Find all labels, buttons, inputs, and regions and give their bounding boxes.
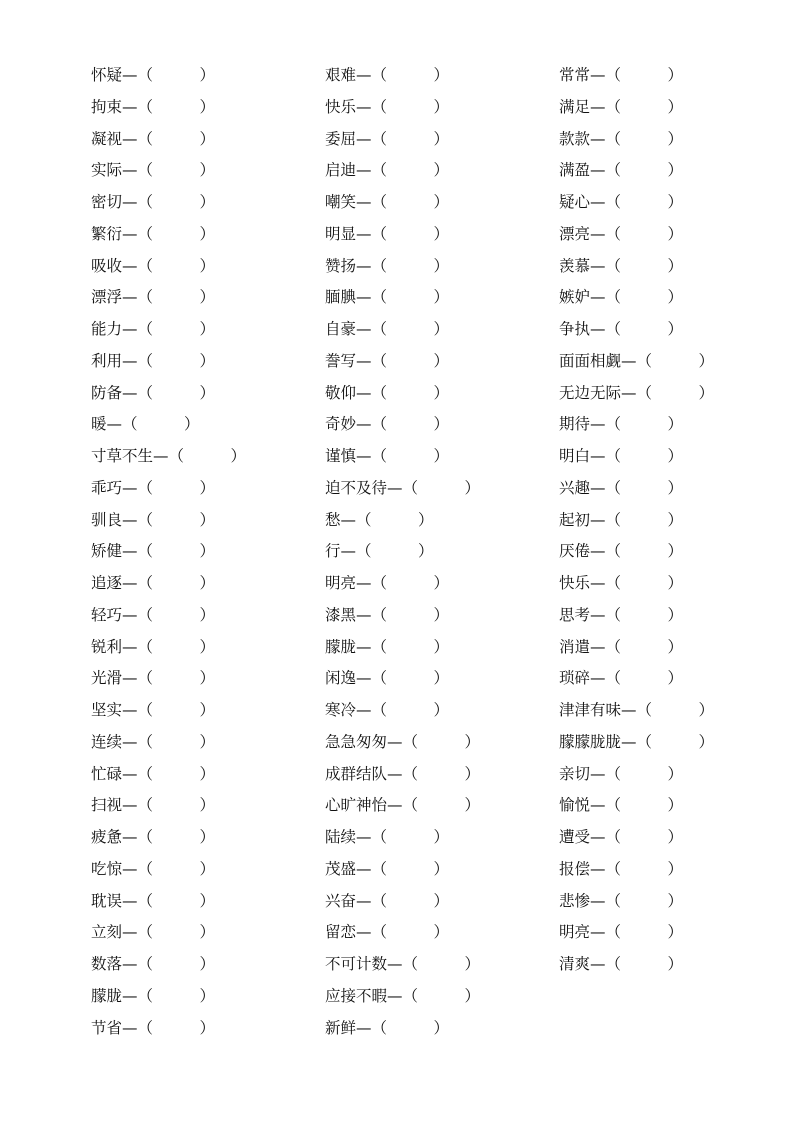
word-exercise-item: 争执—（ ）	[559, 320, 684, 338]
word-exercise-item: 吸收—（ ）	[91, 256, 216, 275]
word-exercise-item: 漆黑—（ ）	[325, 605, 450, 624]
word-exercise-item: 寸草不生—（ ）	[91, 447, 247, 465]
word-exercise-item: 连续—（ ）	[91, 732, 216, 751]
word-exercise-item: 行—（ ）	[325, 542, 434, 561]
word-exercise-item: 款款—（ ）	[559, 129, 684, 148]
word-exercise-item: 疑心—（ ）	[559, 193, 684, 211]
word-exercise-item: 满盈—（ ）	[559, 161, 684, 180]
word-exercise-item: 琐碎—（ ）	[559, 669, 684, 688]
word-exercise-item: 疲惫—（ ）	[91, 828, 216, 846]
word-exercise-item: 轻巧—（ ）	[91, 605, 216, 624]
word-exercise-item: 赞扬—（ ）	[325, 256, 450, 275]
word-exercise-item: 拘束—（ ）	[91, 97, 216, 116]
word-exercise-item: 奇妙—（ ）	[325, 415, 450, 434]
word-exercise-item: 谨慎—（ ）	[325, 447, 450, 465]
word-exercise-item: 嘲笑—（ ）	[325, 193, 450, 211]
word-exercise-item: 愁—（ ）	[325, 510, 434, 529]
word-exercise-item: 密切—（ ）	[91, 193, 216, 211]
word-exercise-item: 启迪—（ ）	[325, 161, 450, 180]
word-exercise-item: 繁衍—（ ）	[91, 224, 216, 243]
word-exercise-item: 茂盛—（ ）	[325, 859, 450, 878]
word-exercise-item: 乖巧—（ ）	[91, 478, 216, 497]
word-exercise-item: 矫健—（ ）	[91, 542, 216, 561]
word-exercise-item: 面面相觑—（ ）	[559, 351, 715, 370]
word-exercise-item: 敬仰—（ ）	[325, 383, 450, 402]
word-column-1	[91, 62, 246, 1046]
word-exercise-item: 暖—（ ）	[91, 415, 200, 434]
word-exercise-item: 能力—（ ）	[91, 320, 216, 338]
word-exercise-item: 艰难—（ ）	[325, 66, 450, 84]
word-exercise-item: 闲逸—（ ）	[325, 669, 450, 688]
word-exercise-item: 悲惨—（ ）	[559, 891, 684, 910]
word-exercise-item: 起初—（ ）	[559, 510, 684, 529]
word-column-3	[559, 62, 714, 983]
word-exercise-item: 津津有味—（ ）	[559, 701, 715, 719]
word-exercise-item: 耽误—（ ）	[91, 891, 216, 910]
word-exercise-item: 思考—（ ）	[559, 605, 684, 624]
word-exercise-item: 追逐—（ ）	[91, 574, 216, 592]
word-exercise-item: 报偿—（ ）	[559, 859, 684, 878]
word-exercise-item: 驯良—（ ）	[91, 510, 216, 529]
word-exercise-item: 不可计数—（ ）	[325, 955, 481, 973]
word-exercise-item: 迫不及待—（ ）	[325, 478, 481, 497]
word-exercise-item: 成群结队—（ ）	[325, 764, 481, 783]
word-exercise-item: 应接不暇—（ ）	[325, 986, 481, 1005]
word-exercise-item: 明亮—（ ）	[325, 574, 450, 592]
word-exercise-item: 锐利—（ ）	[91, 637, 216, 656]
word-exercise-item: 消遣—（ ）	[559, 637, 684, 656]
word-exercise-item: 防备—（ ）	[91, 383, 216, 402]
word-exercise-item: 快乐—（ ）	[559, 574, 684, 592]
word-exercise-item: 朦朦胧胧—（ ）	[559, 732, 715, 751]
word-exercise-item: 愉悦—（ ）	[559, 796, 684, 815]
word-exercise-item: 新鲜—（ ）	[325, 1018, 450, 1037]
word-exercise-item: 寒冷—（ ）	[325, 701, 450, 719]
word-exercise-item: 誊写—（ ）	[325, 351, 450, 370]
word-exercise-item: 厌倦—（ ）	[559, 542, 684, 561]
word-exercise-item: 立刻—（ ）	[91, 923, 216, 942]
word-exercise-item: 明亮—（ ）	[559, 923, 684, 942]
word-exercise-item: 明白—（ ）	[559, 447, 684, 465]
word-exercise-item: 怀疑—（ ）	[91, 66, 216, 84]
word-exercise-item: 常常—（ ）	[559, 66, 684, 84]
word-exercise-item: 自豪—（ ）	[325, 320, 450, 338]
word-exercise-item: 坚实—（ ）	[91, 701, 216, 719]
word-exercise-item: 期待—（ ）	[559, 415, 684, 434]
word-exercise-item: 吃惊—（ ）	[91, 859, 216, 878]
word-exercise-item: 漂浮—（ ）	[91, 288, 216, 307]
word-exercise-item: 急急匆匆—（ ）	[325, 732, 481, 751]
word-exercise-item: 满足—（ ）	[559, 97, 684, 116]
word-exercise-item: 兴趣—（ ）	[559, 478, 684, 497]
word-exercise-item: 嫉妒—（ ）	[559, 288, 684, 307]
word-exercise-item: 心旷神怡—（ ）	[325, 796, 481, 815]
word-exercise-item: 节省—（ ）	[91, 1018, 216, 1037]
word-exercise-item: 漂亮—（ ）	[559, 224, 684, 243]
word-exercise-item: 扫视—（ ）	[91, 796, 216, 815]
word-exercise-item: 忙碌—（ ）	[91, 764, 216, 783]
word-exercise-item: 明显—（ ）	[325, 224, 450, 243]
word-exercise-item: 数落—（ ）	[91, 955, 216, 973]
word-exercise-item: 清爽—（ ）	[559, 955, 684, 973]
word-exercise-item: 无边无际—（ ）	[559, 383, 715, 402]
word-exercise-item: 腼腆—（ ）	[325, 288, 450, 307]
word-exercise-item: 快乐—（ ）	[325, 97, 450, 116]
word-exercise-item: 凝视—（ ）	[91, 129, 216, 148]
word-exercise-item: 委屈—（ ）	[325, 129, 450, 148]
word-exercise-item: 亲切—（ ）	[559, 764, 684, 783]
word-exercise-item: 陆续—（ ）	[325, 828, 450, 846]
word-column-2	[325, 62, 480, 1046]
word-exercise-item: 朦胧—（ ）	[91, 986, 216, 1005]
word-exercise-item: 实际—（ ）	[91, 161, 216, 180]
word-exercise-item: 遭受—（ ）	[559, 828, 684, 846]
word-exercise-item: 羡慕—（ ）	[559, 256, 684, 275]
word-exercise-item: 兴奋—（ ）	[325, 891, 450, 910]
word-exercise-item: 朦胧—（ ）	[325, 637, 450, 656]
word-exercise-item: 利用—（ ）	[91, 351, 216, 370]
word-exercise-item: 留恋—（ ）	[325, 923, 450, 942]
word-exercise-item: 光滑—（ ）	[91, 669, 216, 688]
